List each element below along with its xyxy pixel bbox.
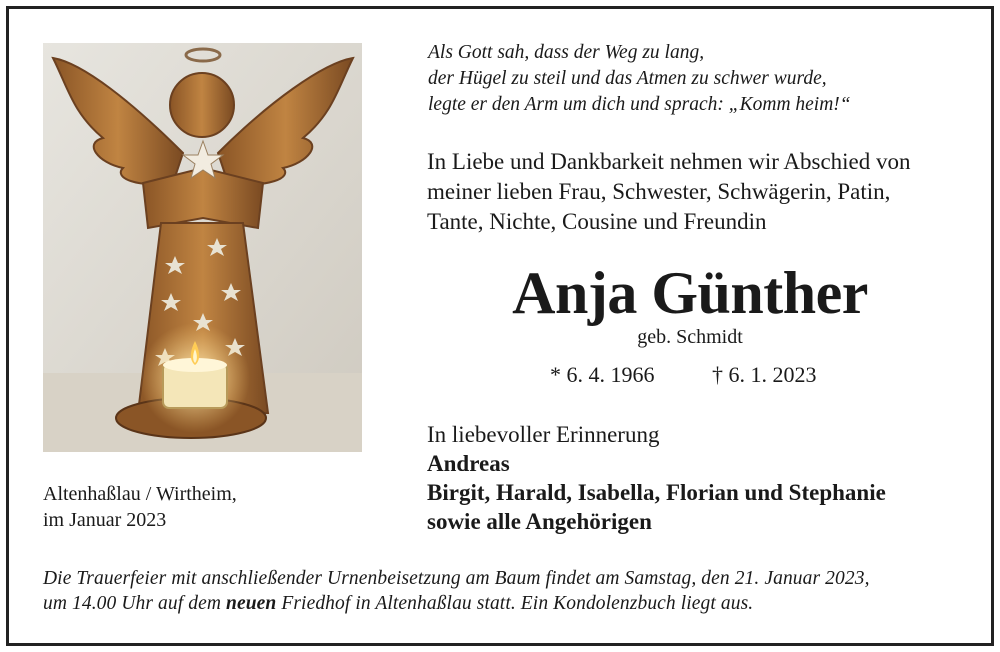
funeral-line: Die Trauerfeier mit anschließender Urnenbeisetzung am Baum findet am Samstag, den 21. Januar 2023,: [43, 568, 870, 589]
mourner-line: Andreas: [427, 451, 510, 476]
life-dates: [550, 360, 817, 390]
place-line: Altenhaßlau / Wirtheim,: [43, 483, 237, 505]
funeral-emphasis: neuen: [226, 593, 277, 614]
poem-line: legte er den Arm um dich und sprach: „Komm heim!“: [428, 94, 851, 115]
funeral-text: Friedhof in Altenhaßlau statt. Ein Kondolenzbuch liegt aus.: [276, 593, 754, 614]
birth-date: * 6. 4. 1966: [550, 362, 655, 387]
mourners-block: [427, 420, 886, 536]
intro-line: Tante, Nichte, Cousine und Freundin: [427, 209, 767, 234]
funeral-information: [43, 566, 870, 616]
maiden-name: geb. Schmidt: [637, 326, 743, 348]
mourner-line: Birgit, Harald, Isabella, Florian und Stephanie: [427, 480, 886, 505]
intro-line: meiner lieben Frau, Schwester, Schwägerin, Patin,: [427, 179, 891, 204]
farewell-intro: [427, 147, 911, 237]
poem: [428, 40, 851, 118]
funeral-text: um 14.00 Uhr auf dem: [43, 593, 227, 614]
funeral-line: [43, 591, 870, 616]
death-date: † 6. 1. 2023: [712, 362, 817, 387]
mourner-line: sowie alle Angehörigen: [427, 509, 652, 534]
place-and-date: [43, 481, 237, 533]
poem-line: der Hügel zu steil und das Atmen zu schwer wurde,: [428, 68, 827, 89]
intro-line: In Liebe und Dankbarkeit nehmen wir Abschied von: [427, 149, 911, 174]
poem-line: Als Gott sah, dass der Weg zu lang,: [428, 42, 705, 63]
place-date-line: im Januar 2023: [43, 509, 167, 531]
mourners-heading: In liebevoller Erinnerung: [427, 422, 660, 447]
angel-candle-holder-image: [43, 43, 362, 452]
deceased-name: Anja Günther: [512, 260, 868, 326]
